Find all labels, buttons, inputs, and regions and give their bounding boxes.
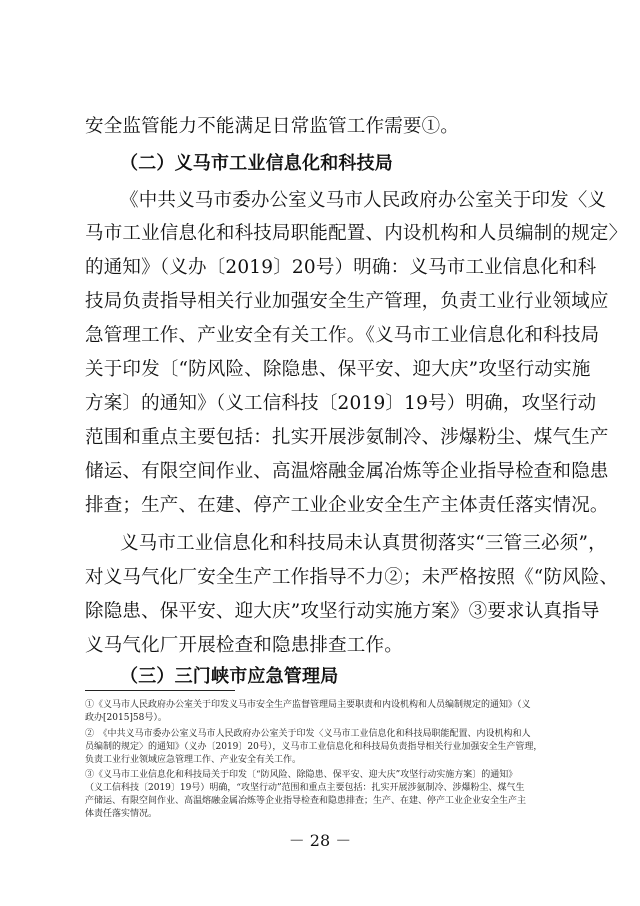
body-text-line: 马市工业信息化和科技局职能配置、内设机构和人员编制的规定〉	[85, 223, 628, 244]
body-text-line: 急管理工作、产业安全有关工作。《义马市工业信息化和科技局	[85, 325, 600, 346]
footnote-line: ② 《中共义马市委办公室义马市人民政府办公室关于印发〈义马市工业信息化和科技局职能配置、内设机构和人	[85, 729, 531, 739]
footnote-line: ①《义马市人民政府办公室关于印发义马市安全生产监督管理局主要职责和内设机构和人员编制规定的通知》（义	[85, 700, 531, 710]
body-text-line: 方案〕的通知》（义工信科技〔2019〕19号）明确，攻坚行动	[85, 393, 597, 414]
body-text-line: 安全监管能力不能满足日常监管工作需要①。	[85, 116, 460, 137]
body-text-line: 《中共义马市委办公室义马市人民政府办公室关于印发〈义	[120, 190, 607, 211]
footnote-line: 政办[2015]58号）。	[85, 713, 167, 723]
footnote-divider	[85, 690, 235, 691]
footnote-line: ③《义马市工业信息化和科技局关于印发〔“防风险、除隐患、保平安、迎大庆”攻坚行动实施方案〕的通知》	[85, 770, 518, 780]
body-text-line: 排查；生产、在建、停产工业企业安全生产主体责任落实情况。	[85, 495, 609, 516]
body-text-line: 的通知》（义办〔2019〕20号）明确：义马市工业信息化和科	[85, 257, 597, 278]
body-text-line: 关于印发〔“防风险、除隐患、保平安、迎大庆”攻坚行动实施	[85, 359, 591, 380]
section-heading: （二）义马市工业信息化和科技局	[120, 153, 393, 174]
body-text-line: 义马市工业信息化和科技局未认真贯彻落实“三管三必须”，	[120, 533, 607, 554]
footnote-line: 负责工业行业领域应急管理工作、产业安全有关工作。	[85, 755, 302, 765]
page-number: － 28 －	[288, 831, 352, 850]
section-heading: （三）三门峡市应急管理局	[120, 666, 339, 687]
body-text-line: 义马气化厂开展检查和隐患排查工作。	[85, 635, 403, 656]
body-text-line: 对义马气化厂安全生产工作指导不力②；未严格按照《“防风险、	[85, 567, 619, 588]
footnote-line: 体责任落实情况。	[85, 809, 158, 819]
body-text-line: 除隐患、保平安、迎大庆”攻坚行动实施方案》③要求认真指导	[85, 601, 600, 622]
body-text-line: 储运、有限空间作业、高温熔融金属冶炼等企业指导检查和隐患	[85, 461, 609, 482]
footnote-line: 产储运、有限空间作业、高温熔融金属冶炼等企业指导检查和隐患排查；生产、在建、停产工业企业安全生产主	[85, 796, 527, 806]
body-text-line: 技局负责指导相关行业加强安全生产管理，负责工业行业领域应	[85, 291, 609, 312]
footnote-line: （义工信科技〔2019〕19号）明确，“攻坚行动”范围和重点主要包括：扎实开展涉氨制冷、涉爆粉尘、煤气生	[85, 783, 525, 793]
footnote-line: 员编制的规定〉的通知》（义办〔2019〕20号），义马市工业信息化和科技局负责指导相关行业加强安全生产管理，	[85, 742, 543, 752]
body-text-line: 范围和重点主要包括：扎实开展涉氨制冷、涉爆粉尘、煤气生产	[85, 427, 609, 448]
